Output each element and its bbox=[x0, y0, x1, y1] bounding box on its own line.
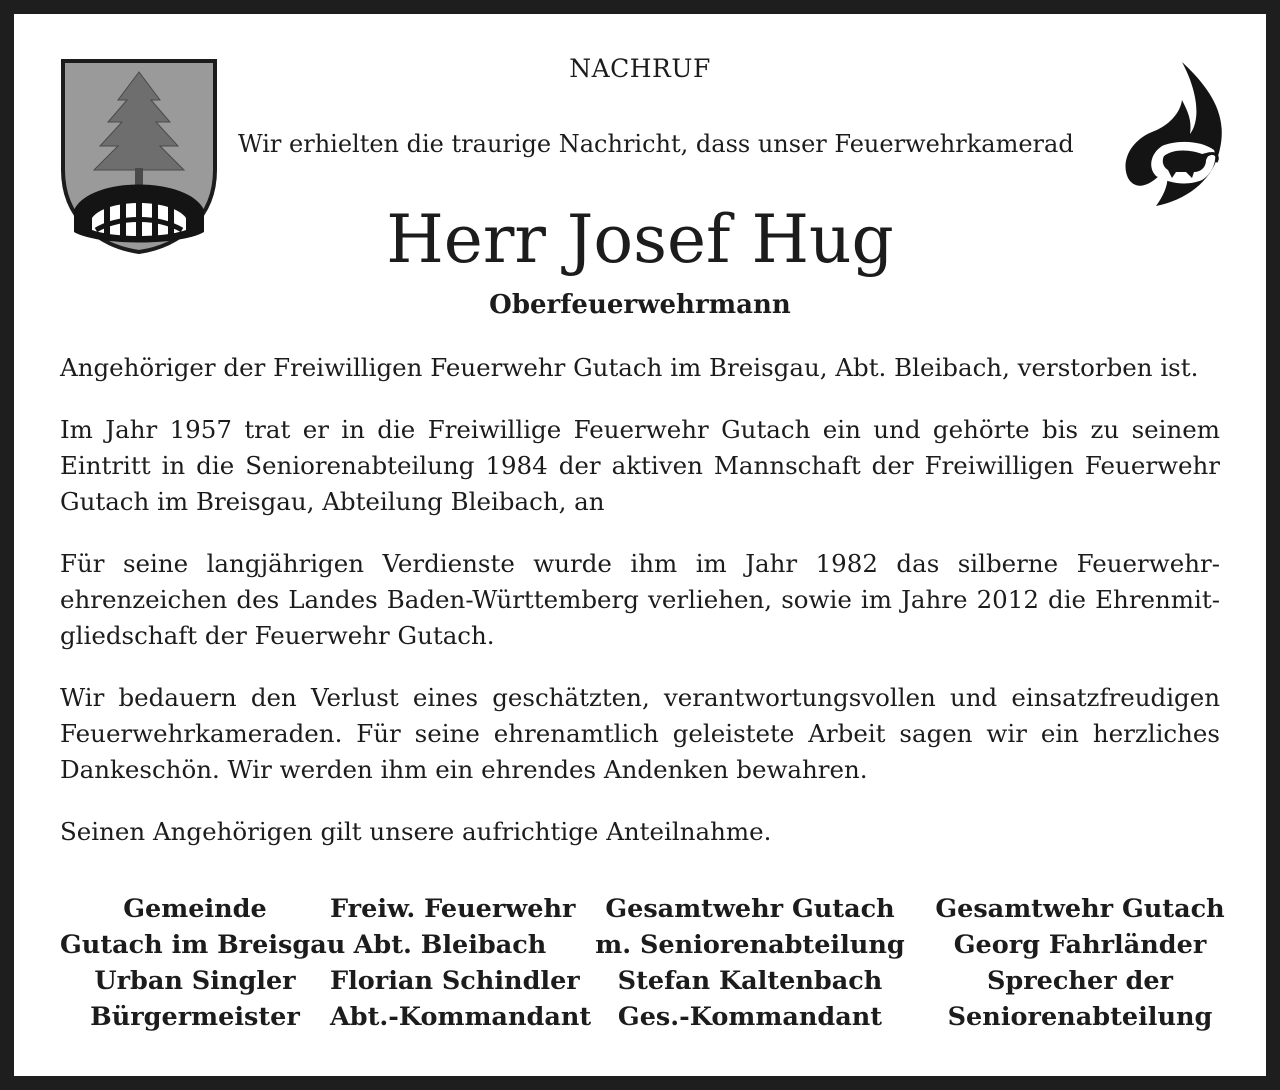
signature-line: Gemeinde bbox=[123, 894, 267, 924]
signature-line: Ges.-Kommandant bbox=[617, 1002, 883, 1032]
paragraph-gratitude: Wir bedauern den Verlust eines geschätzten, verantwortungsvollen und einsatzfreudigen Feuerwehrkameraden. Für seine ehrenamtlich geleistete Arbeit sagen wir ein herzliches Dankeschön. Wir werden ihm ein ehrendes Andenken bewahren. bbox=[60, 683, 1220, 784]
notice-heading: NACHRUF bbox=[569, 54, 711, 83]
obituary-notice bbox=[14, 14, 1266, 1076]
signature-line: Sprecher der bbox=[987, 966, 1173, 996]
signature-line: Georg Fahrländer bbox=[953, 930, 1207, 960]
signature-line: Urban Singler bbox=[94, 966, 296, 996]
paragraph-condolence: Seinen Angehörigen gilt unsere aufrichtige Anteilnahme. bbox=[60, 817, 772, 846]
signature-line: Bürgermeister bbox=[90, 1002, 300, 1032]
signature-line: Abt. Bleibach bbox=[353, 930, 547, 960]
signature-senior-spokesman bbox=[930, 891, 1230, 1035]
signature-line: Florian Schindler bbox=[330, 966, 580, 996]
paragraph-honors: Für seine langjährigen Verdienste wurde ihm im Jahr 1982 das silberne Feuerwehr-ehrenzeichen des Landes Baden-Württemberg verliehen, sowie im Jahre 2012 die Ehrenmit-gliedschaft der Feuerwehr Gutach. bbox=[60, 549, 1220, 650]
deceased-name: Herr Josef Hug bbox=[386, 201, 894, 278]
signature-line: Gutach im Breisgau bbox=[60, 930, 346, 960]
signature-line: Stefan Kaltenbach bbox=[617, 966, 883, 996]
signature-municipality bbox=[60, 891, 346, 1035]
signature-line: Gesamtwehr Gutach bbox=[605, 894, 895, 924]
obituary-body bbox=[60, 350, 1220, 850]
signature-line: Gesamtwehr Gutach bbox=[935, 894, 1225, 924]
signature-line: Seniorenabteilung bbox=[947, 1002, 1213, 1032]
signature-line: Freiw. Feuerwehr bbox=[330, 894, 576, 924]
signature-line: Abt.-Kommandant bbox=[330, 1002, 592, 1032]
signature-fire-department-bleibach bbox=[330, 891, 592, 1035]
signature-line: m. Seniorenabteilung bbox=[595, 930, 905, 960]
intro-line: Wir erhielten die traurige Nachricht, dass unser Feuerwehrkamerad bbox=[238, 130, 1074, 158]
paragraph-history: Im Jahr 1957 trat er in die Freiwillige Feuerwehr Gutach ein und gehörte bis zu seinem Eintritt in die Seniorenabteilung 1984 der aktiven Mannschaft der Freiwilligen Feuerwehr Gutach im Breisgau, Abteilung Bleibach, an bbox=[60, 415, 1220, 516]
signature-block bbox=[60, 891, 1230, 1035]
deceased-rank: Oberfeuerwehrmann bbox=[489, 290, 791, 320]
paragraph-membership: Angehöriger der Freiwilligen Feuerwehr Gutach im Breisgau, Abt. Bleibach, verstorben ist. bbox=[60, 353, 1199, 382]
signature-gesamtwehr-commander bbox=[570, 891, 930, 1035]
